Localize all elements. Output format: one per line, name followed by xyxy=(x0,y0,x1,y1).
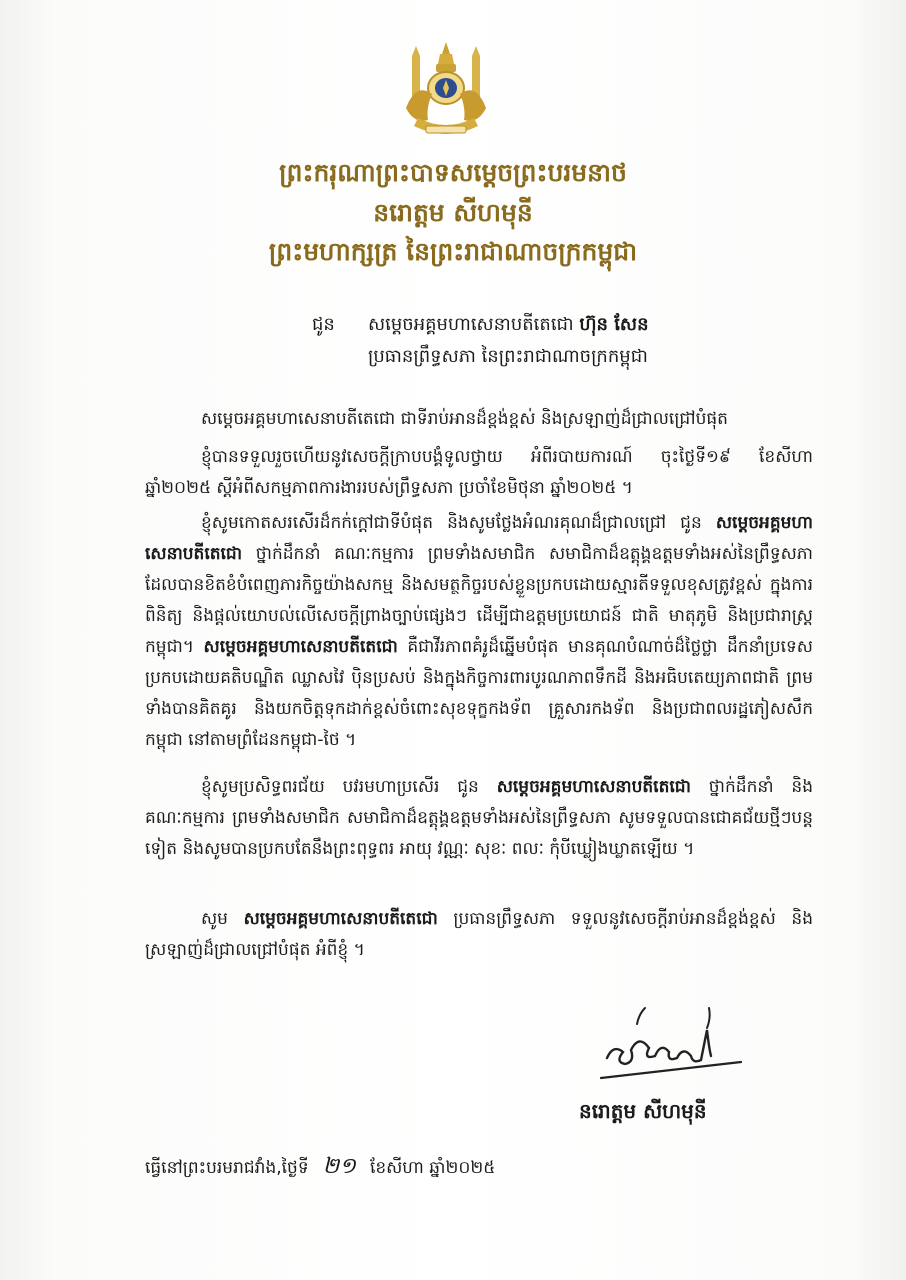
text-run: ប្រធានព្រឹទ្ធសភា ទទួលនូវសេចក្តីរាប់អានដ៏ខ្ពង់ខ្ពស់ និងស្រឡាញ់ដ៏ជ្រាលជ្រៅបំផុត អំពីខ្ញុំ ។ xyxy=(145,909,813,960)
royal-coat-of-arms-icon xyxy=(398,38,494,140)
text-run: សូម xyxy=(201,909,244,929)
royal-name: នរោត្តម សីហមុនី xyxy=(373,198,533,227)
addressee-name-bold: ហ៊ុន សែន xyxy=(579,314,649,335)
royal-title-line-3: ព្រះមហាក្សត្រ នៃព្រះរាជាណាចក្រកម្ពុជា xyxy=(268,237,638,266)
month-year: ខែសីហា ឆ្នាំ២០២៥ xyxy=(369,1158,496,1178)
place-text: ធ្វើនៅព្រះបរមរាជវាំង,ថ្ងៃទី xyxy=(145,1158,309,1178)
date-place-line xyxy=(145,1152,495,1184)
addressee-name xyxy=(368,312,649,339)
body-paragraph-2 xyxy=(145,508,813,756)
bold-title: សម្តេចអគ្គមហាសេនាបតីតេជោ xyxy=(203,637,398,657)
text-run: ថ្នាក់ដឹកនាំ គណៈកម្មការ ព្រមទាំងសមាជិក សមាជិកាដ៏ឧត្តុង្គឧត្តមទាំងអស់នៃព្រឹទ្ធសភា ដែលបានខិតខំបំពេញភារកិច្ចយ៉ាងសកម្ម និងសមត្ថកិច្ចរបស់ខ្លួនប្រកបដោយស្មារតីទទួលខុសត្រូវខ្ពស់ ក្នុងការពិនិត្យ និងផ្តល់យោបល់លើសេចក្តីព្រាងច្បាប់ផ្សេងៗ ដើម្បីជាឧត្តមប្រយោជន៍ ជាតិ មាតុភូមិ និងប្រជារាស្ត្រកម្ពុជា។ xyxy=(145,544,813,657)
handwritten-day: ២១ xyxy=(322,1154,356,1179)
greeting-paragraph: សម្តេចអគ្គមហាសេនាបតីតេជោ ជាទីរាប់អានដ៏ខ្ពង់ខ្ពស់ និងស្រឡាញ់ដ៏ជ្រាលជ្រៅបំផុត xyxy=(201,409,728,429)
handwritten-signature xyxy=(595,1000,745,1082)
addressee-label: ជូន xyxy=(312,314,335,335)
text-run: ខ្ញុំសូមកោតសរសើរដ៏កក់ក្តៅជាទីបំផុត និងសូមថ្លែងអំណរគុណដ៏ជ្រាលជ្រៅ ជូន xyxy=(201,513,716,533)
addressee-role: ប្រធានព្រឹទ្ធសភា នៃព្រះរាជាណាចក្រកម្ពុជា xyxy=(368,346,648,367)
bold-title: សម្តេចអគ្គមហាសេនាបតីតេជោ xyxy=(243,909,438,929)
addressee-title: សម្តេចអគ្គមហាសេនាបតីតេជោ xyxy=(368,314,580,335)
bold-title: សម្តេចអគ្គមហាសេនាបតីតេជោ xyxy=(145,513,813,564)
text-run: ខ្ញុំសូមប្រសិទ្ធពរជ័យ បវរមហាប្រសើរ ជូន xyxy=(201,777,497,797)
bold-title: សម្តេចអគ្គមហាសេនាបតីតេជោ xyxy=(496,777,691,797)
signer-name: នរោត្តម សីហមុនី xyxy=(579,1099,707,1123)
text-run: ថ្នាក់ដឹកនាំ និងគណៈកម្មការ ព្រមទាំងសមាជិក សមាជិកាដ៏ឧត្តុង្គឧត្តមទាំងអស់នៃព្រឹទ្ធសភា សូមទទួលបានជោគជ័យថ្មីៗបន្តទៀត និងសូមបានប្រកបតែនឹងព្រះពុទ្ធពរ អាយុ វណ្ណៈ សុខៈ ពលៈ កុំបីឃ្លៀងឃ្លាតឡើយ ។ xyxy=(145,777,813,859)
body-paragraph-3 xyxy=(145,772,813,865)
royal-title-line-1: ព្រះករុណាព្រះបាទសម្តេចព្រះបរមនាថ xyxy=(279,158,627,187)
text-run: គឺជាវីរភាពគំរូដ៏ឆ្នើមបំផុត មានគុណបំណាច់ដ៏ថ្លៃថ្លា ដឹកនាំប្រទេសប្រកបដោយគតិបណ្ឌិត ឈ្លាសវៃ ប៉ិនប្រសប់ និងក្នុងកិច្ចការពារបូរណភាពទឹកដី និងអធិបតេយ្យភាពជាតិ ព្រមទាំងបានគិតគូរ និងយកចិត្តទុកដាក់ខ្ពស់ចំពោះសុខទុក្ខកងទ័ព គ្រួសារកងទ័ព និងប្រជាពលរដ្ឋភៀសសឹកកម្ពុជា នៅតាមព្រំដែនកម្ពុជា-ថៃ ។ xyxy=(145,637,813,750)
body-paragraph-1: ខ្ញុំបានទទួលរួចហើយនូវសេចក្តីក្រាបបង្គំទូលថ្វាយ អំពីរបាយការណ៍ ចុះថ្ងៃទី១៩ ខែសីហា ឆ្នាំ២០២៥ ស្តីអំពីសកម្មភាពការងាររបស់ព្រឹទ្ធសភា ប្រចាំខែមិថុនា ឆ្នាំ២០២៥ ។ xyxy=(145,447,813,498)
closing-paragraph xyxy=(145,904,813,966)
